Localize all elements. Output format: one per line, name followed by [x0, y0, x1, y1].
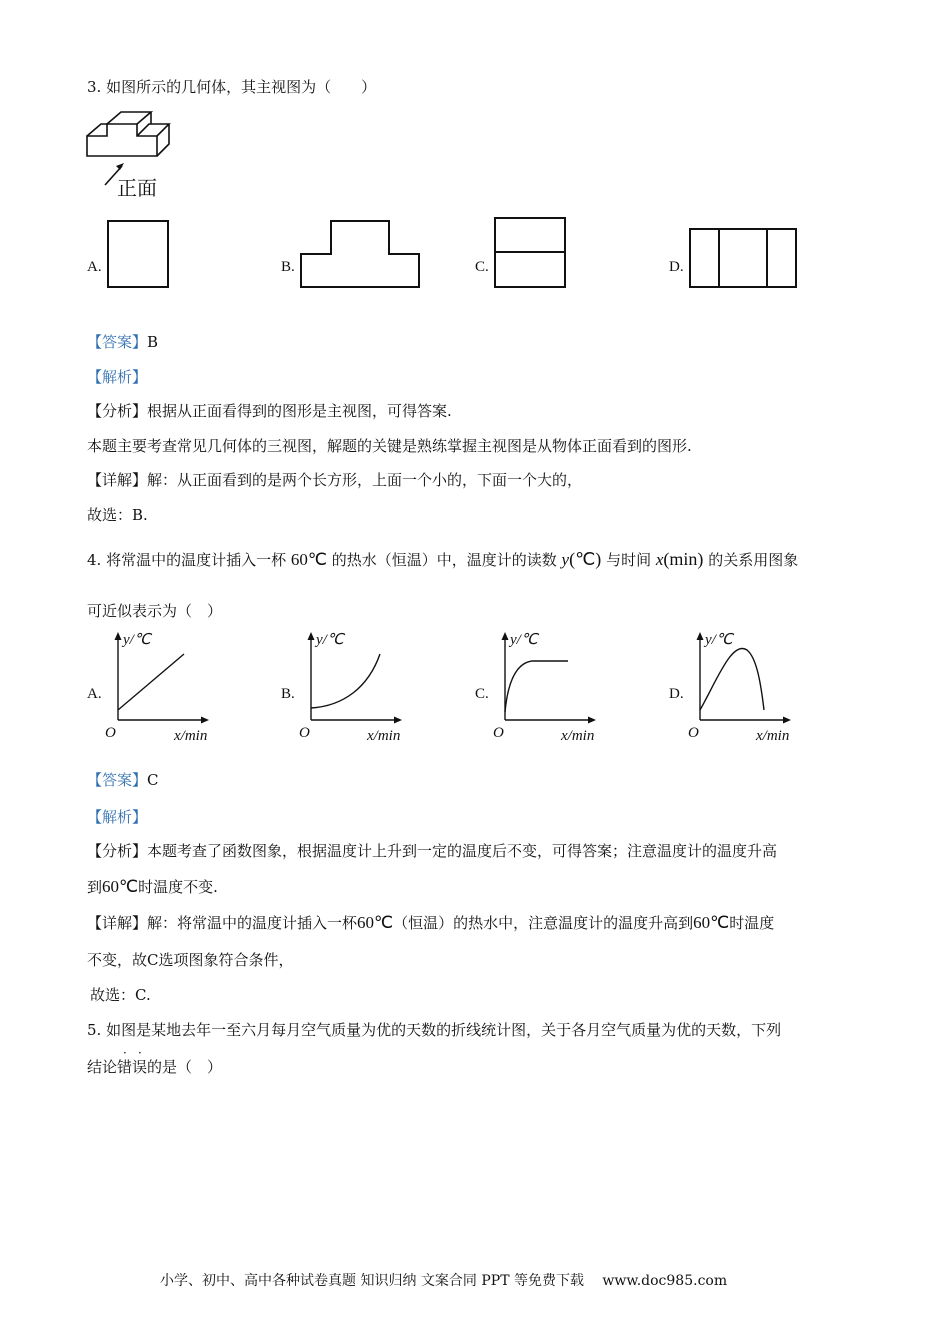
- q4-stem-line1: [87, 549, 798, 570]
- q4-option-d-label: D.: [669, 686, 684, 702]
- q4-stem-part2: 的热水（恒温）中，温度计的读数: [331, 551, 557, 569]
- q4-answer-line: [87, 769, 159, 790]
- page-footer: 小学、初中、高中各种试卷真题 知识归纳 文案合同 PPT 等免费下载 www.doc985.com: [160, 1273, 728, 1289]
- q5-emph-text: 错误: [117, 1058, 148, 1076]
- q4-detail-temp-1: 60℃: [357, 913, 394, 932]
- q4-graph-b-xlabel: [367, 728, 400, 745]
- q3-detail-line: [87, 469, 582, 490]
- q4-fenxi-text: 本题考查了函数图象，根据温度计上升到一定的温度后不变，可得答案；注意温度计的温度升高: [147, 842, 778, 860]
- q3-stem: 3. 如图所示的几何体，其主视图为（ ）: [87, 78, 377, 96]
- q3-detail-tag: 【详解】: [87, 471, 148, 489]
- q5-emphasis: · · 错误: [117, 1046, 148, 1076]
- q3-detail: 解：从正面看到的是两个长方形，上面一个小的，下面一个大的，: [147, 471, 583, 489]
- q4-graph-a-xlabel-text: x/min: [174, 728, 208, 744]
- q4-graph-b-xlabel-text: x/min: [367, 728, 401, 744]
- q4-graph-c-origin-text: O: [493, 725, 504, 741]
- q4-graph-a-ylabel: [123, 630, 151, 649]
- q4-graph-c-ylabel: [510, 630, 538, 649]
- q4-graph-c-curve: [505, 661, 568, 712]
- q4-fenxi-temp: 60℃: [102, 877, 139, 896]
- q5-stem-line1: 5. 如图是某地去年一至六月每月空气质量为优的天数的折线统计图，关于各月空气质量为优的天数，下列: [87, 1021, 782, 1039]
- q4-detail-line2: 不变，故C选项图象符合条件，: [87, 951, 294, 969]
- q4-fenxi-tag: 【分析】: [87, 842, 148, 860]
- q4-graph-d-xlabel: [756, 728, 789, 745]
- q4-graph-b-origin: [299, 725, 310, 742]
- q4-detail-mid: （恒温）的热水中，注意温度计的温度升高到: [393, 914, 694, 932]
- q3-summary: 本题主要考查常见几何体的三视图，解题的关键是熟练掌握主视图是从物体正面看到的图形.: [87, 437, 692, 455]
- q4-graph-d-curve: [700, 648, 764, 710]
- q4-conclusion: 故选：C.: [90, 986, 151, 1004]
- q4-graph-b-curve: [311, 654, 380, 708]
- q3-option-c-figure: [494, 217, 568, 289]
- q4-answer-tag: 【答案】: [87, 771, 148, 789]
- q4-graph-d-origin: [688, 725, 699, 742]
- q3-answer: B: [147, 333, 159, 351]
- q4-x-var: x: [655, 550, 664, 569]
- q4-graph-b-ylabel: [316, 630, 344, 649]
- q4-stem-part4: 的关系用图象: [708, 551, 799, 569]
- q3-analysis-tag: 【解析】: [87, 368, 148, 386]
- q3-answer-line: [87, 331, 158, 352]
- q4-detail-line1: [87, 912, 774, 933]
- q4-graph-c-origin: [493, 725, 504, 742]
- q4-stem-part3: 与时间: [606, 551, 652, 569]
- q3-option-a-figure: [107, 220, 171, 290]
- q3-fenxi: 根据从正面看得到的图形是主视图，可得答案.: [147, 402, 452, 420]
- q3-option-c-label: C.: [475, 259, 489, 275]
- q4-graph-d-origin-text: O: [688, 725, 699, 741]
- q4-graph-b-ylabel-text: y/℃: [316, 632, 344, 648]
- q4-graph-a-curve: [118, 654, 184, 710]
- q4-detail-temp-2: 60℃: [693, 913, 730, 932]
- q4-graph-b-origin-text: O: [299, 725, 310, 741]
- q4-option-a-label: A.: [87, 686, 102, 702]
- q3-conclusion: 故选：B.: [87, 506, 148, 524]
- q4-fenxi-line2-post: 时温度不变.: [138, 878, 218, 896]
- q4-detail-post: 时温度: [729, 914, 775, 932]
- q4-y-var: y: [561, 550, 570, 569]
- q3-option-d-label: D.: [669, 259, 684, 275]
- q4-graph-a-origin-text: O: [105, 725, 116, 741]
- q5-stem-pre: 结论: [87, 1058, 118, 1076]
- q5-stem-post: 的是（ ）: [147, 1058, 223, 1076]
- q4-analysis-tag: 【解析】: [87, 808, 148, 826]
- q4-graph-a-xlabel: [174, 728, 207, 745]
- q4-detail-tag: 【详解】: [87, 914, 148, 932]
- q4-detail-pre: 解：将常温中的温度计插入一杯: [147, 914, 358, 932]
- q3-answer-tag: 【答案】: [87, 333, 148, 351]
- q4-graph-d-ylabel: [705, 630, 733, 649]
- q4-graph-c-xlabel-text: x/min: [561, 728, 595, 744]
- q4-y-unit: (℃): [569, 549, 602, 569]
- q4-graph-c-xlabel: [561, 728, 594, 745]
- q4-fenxi-line2: [87, 876, 218, 897]
- q3-option-a-label: A.: [87, 259, 102, 275]
- q3-option-b-label: B.: [281, 259, 295, 275]
- q3-fenxi-tag: 【分析】: [87, 402, 148, 420]
- q4-x-unit: (min): [663, 549, 704, 569]
- q4-answer: C: [147, 771, 159, 789]
- q4-graph-a-origin: [105, 725, 116, 742]
- q3-front-label: 正面: [117, 176, 157, 200]
- q4-stem-part1: 4. 将常温中的温度计插入一杯: [87, 551, 287, 569]
- q4-graph-a-ylabel-text: y/℃: [123, 632, 151, 648]
- q3-fenxi-line: [87, 400, 452, 421]
- q4-fenxi-line1: [87, 840, 777, 861]
- q5-stem-line2: [87, 1046, 223, 1077]
- q4-graph-d-xlabel-text: x/min: [756, 728, 790, 744]
- q4-temp: 60℃: [290, 550, 327, 569]
- q4-graph-d-ylabel-text: y/℃: [705, 632, 733, 648]
- q4-option-b-label: B.: [281, 686, 295, 702]
- q3-option-b-figure: [300, 220, 424, 290]
- q4-option-c-label: C.: [475, 686, 489, 702]
- q4-fenxi-line2-pre: 到: [87, 878, 103, 896]
- q4-graph-c-ylabel-text: y/℃: [510, 632, 538, 648]
- q4-stem-line2: 可近似表示为（ ）: [87, 602, 223, 620]
- q3-option-d-figure: [689, 228, 799, 290]
